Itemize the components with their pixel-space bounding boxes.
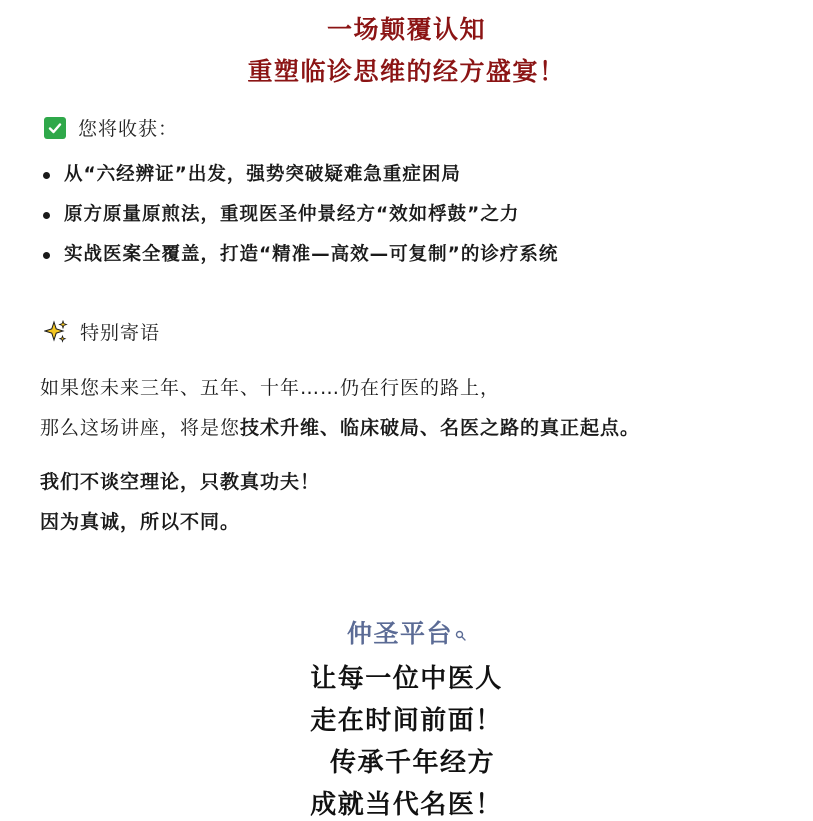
brand-name: 仲圣平台 bbox=[346, 619, 453, 648]
note-line-2-prefix: 那么这场讲座，将是您 bbox=[40, 417, 241, 439]
note-line-2 bbox=[40, 408, 640, 448]
note-line-2-emphasis: 技术升维、临床破局、名医之路的真正起点。 bbox=[240, 417, 641, 439]
slogan-line-4: 成就当代名医！ bbox=[310, 790, 503, 820]
gains-list bbox=[40, 160, 558, 280]
slogan-line-2: 走在时间前面！ bbox=[310, 706, 503, 736]
note-label: 特别寄语 bbox=[80, 322, 161, 344]
check-mark-icon bbox=[44, 117, 66, 139]
gains-heading bbox=[44, 114, 178, 141]
list-item: 原方原量原煎法，重现医圣仲景经方“效如桴鼓”之力 bbox=[40, 200, 558, 240]
headline-line-2: 重塑临诊思维的经方盛宴！ bbox=[247, 57, 566, 86]
brand-link[interactable] bbox=[0, 614, 813, 650]
slogan-line-1: 让每一位中医人 bbox=[310, 664, 503, 694]
headline-line-1: 一场颠覆认知 bbox=[326, 15, 486, 44]
note-heading bbox=[44, 318, 160, 345]
slogan-line-3: 传承千年经方 bbox=[329, 748, 495, 778]
note-bold-line-2: 因为真诚，所以不同。 bbox=[40, 511, 241, 533]
sparkles-icon bbox=[44, 320, 68, 344]
gains-label: 您将收获： bbox=[78, 118, 179, 140]
list-item: 实战医案全覆盖，打造“精准—高效—可复制”的诊疗系统 bbox=[40, 240, 558, 280]
note-paragraph bbox=[40, 368, 640, 448]
list-item: 从“六经辨证”出发，强势突破疑难急重症困局 bbox=[40, 160, 558, 200]
note-bold-statements bbox=[40, 462, 320, 542]
note-bold-line-1: 我们不谈空理论，只教真功夫！ bbox=[40, 471, 321, 493]
search-icon bbox=[455, 618, 466, 647]
note-line-1: 如果您未来三年、五年、十年……仍在行医的路上， bbox=[40, 377, 501, 399]
